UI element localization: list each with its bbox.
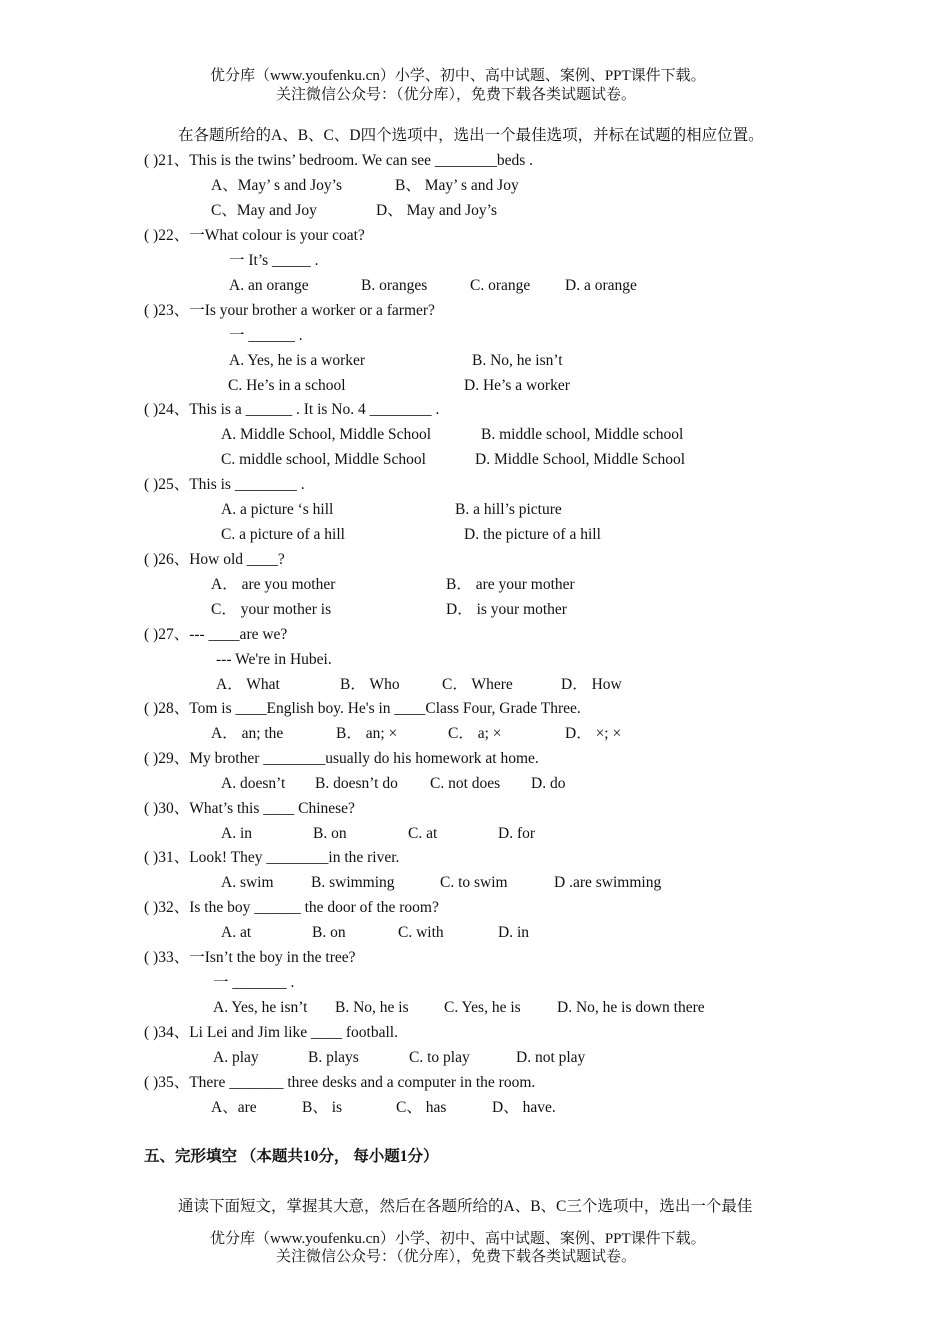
question-27-option-d: D． How	[561, 676, 622, 693]
question-23-option-c: C. He’s in a school	[228, 377, 346, 394]
question-29-stem: ( )29、My brother ________usually do his homework at home.	[144, 750, 539, 767]
question-25-option-c: C. a picture of a hill	[221, 526, 345, 543]
question-33-answer-line: 一 _______ .	[213, 974, 295, 991]
footer-line-2: 关注微信公众号：（优分库），免费下载各类试题试卷。	[276, 1249, 637, 1265]
question-28-option-d: D． ×; ×	[565, 725, 622, 742]
footer-line-1: 优分库（www.youfenku.cn）小学、初中、高中试题、案例、PPT课件下载。	[210, 1231, 706, 1247]
question-22-option-c: C. orange	[470, 277, 531, 294]
question-33-option-a: A. Yes, he isn’t	[213, 999, 308, 1016]
question-31-stem: ( )31、Look! They ________in the river.	[144, 849, 400, 866]
question-31-option-d: D .are swimming	[554, 874, 662, 891]
question-23-option-a: A. Yes, he is a worker	[229, 352, 366, 369]
question-23-answer-line: 一 ______ .	[229, 327, 303, 344]
section-5-intro: 通读下面短文，掌握其大意，然后在各题所给的A、B、C三个选项中，选出一个最佳	[178, 1198, 753, 1215]
question-28-option-a: A． an; the	[211, 725, 284, 742]
question-21-option-a: A、May’ s and Joy’s	[211, 177, 343, 194]
question-28-option-c: C． a; ×	[448, 725, 502, 742]
question-29-option-d: D. do	[531, 775, 566, 792]
question-29-option-a: A. doesn’t	[221, 775, 286, 792]
question-25-option-d: D. the picture of a hill	[464, 526, 601, 543]
question-24-option-a: A. Middle School, Middle School	[221, 426, 432, 443]
question-23-option-d: D. He’s a worker	[464, 377, 570, 394]
question-32-stem: ( )32、Is the boy ______ the door of the room?	[144, 899, 439, 916]
question-34-option-d: D. not play	[516, 1049, 586, 1066]
question-30-option-b: B. on	[313, 825, 347, 842]
question-24-option-c: C. middle school, Middle School	[221, 451, 426, 468]
question-29-option-b: B. doesn’t do	[315, 775, 398, 792]
question-27-answer-line: --- We're in Hubei.	[216, 651, 332, 668]
question-22-answer-line: 一 It’s _____ .	[229, 252, 319, 269]
question-27-option-b: B． Who	[340, 676, 400, 693]
question-33-option-b: B. No, he is	[335, 999, 409, 1016]
question-32-option-c: C. with	[398, 924, 444, 941]
question-28-stem: ( )28、Tom is ____English boy. He's in ____Class Four, Grade Three.	[144, 700, 581, 717]
question-25-option-a: A. a picture ‘s hill	[221, 501, 334, 518]
question-35-option-d: D、 have.	[492, 1099, 556, 1116]
question-24-option-d: D. Middle School, Middle School	[475, 451, 686, 468]
question-26-stem: ( )26、How old ____?	[144, 551, 285, 568]
question-25-option-b: B. a hill’s picture	[455, 501, 562, 518]
question-30-option-c: C. at	[408, 825, 438, 842]
question-30-stem: ( )30、What’s this ____ Chinese?	[144, 800, 355, 817]
question-35-option-c: C、 has	[396, 1099, 447, 1116]
question-26-option-b: B． are your mother	[446, 576, 575, 593]
question-29-option-c: C. not does	[430, 775, 501, 792]
question-22-stem: ( )22、一What colour is your coat?	[144, 227, 365, 244]
question-33-option-c: C. Yes, he is	[444, 999, 521, 1016]
question-27-stem: ( )27、--- ____are we?	[144, 626, 288, 643]
question-35-stem: ( )35、There _______ three desks and a computer in the room.	[144, 1074, 536, 1091]
question-32-option-d: D. in	[498, 924, 529, 941]
question-21-option-d: D、 May and Joy’s	[376, 202, 497, 219]
question-21-option-b: B、 May’ s and Joy	[395, 177, 519, 194]
question-33-option-d: D. No, he is down there	[557, 999, 705, 1016]
header-line-2: 关注微信公众号：（优分库），免费下载各类试题试卷。	[276, 87, 637, 103]
section-5-title: 五、完形填空 （本题共10分， 每小题1分）	[144, 1148, 439, 1165]
question-21-option-c: C、May and Joy	[211, 202, 317, 219]
question-23-option-b: B. No, he isn’t	[472, 352, 563, 369]
question-32-option-a: A. at	[221, 924, 252, 941]
question-30-option-d: D. for	[498, 825, 536, 842]
question-24-option-b: B. middle school, Middle school	[481, 426, 684, 443]
question-22-option-b: B. oranges	[361, 277, 428, 294]
question-27-option-c: C． Where	[442, 676, 513, 693]
question-34-option-b: B. plays	[308, 1049, 359, 1066]
question-34-option-c: C. to play	[409, 1049, 470, 1066]
instruction-text: 在各题所给的A、B、C、D四个选项中，选出一个最佳选项，并标在试题的相应位置。	[178, 127, 764, 144]
question-30-option-a: A. in	[221, 825, 252, 842]
question-28-option-b: B． an; ×	[336, 725, 398, 742]
question-32-option-b: B. on	[312, 924, 346, 941]
question-22-option-a: A. an orange	[229, 277, 309, 294]
question-33-stem: ( )33、一Isn’t the boy in the tree?	[144, 949, 356, 966]
question-26-option-d: D． is your mother	[446, 601, 567, 618]
header-line-1: 优分库（www.youfenku.cn）小学、初中、高中试题、案例、PPT课件下载。	[210, 68, 706, 84]
question-27-option-a: A． What	[216, 676, 280, 693]
question-31-option-c: C. to swim	[440, 874, 508, 891]
question-35-option-b: B、 is	[302, 1099, 343, 1116]
question-22-option-d: D. a orange	[565, 277, 637, 294]
question-21-stem: ( )21、This is the twins’ bedroom. We can see ________beds .	[144, 152, 534, 169]
question-23-stem: ( )23、一Is your brother a worker or a farmer?	[144, 302, 435, 319]
question-24-stem: ( )24、This is a ______ . It is No. 4 ________ .	[144, 401, 440, 418]
question-26-option-a: A． are you mother	[211, 576, 336, 593]
question-35-option-a: A、are	[211, 1099, 257, 1116]
question-31-option-a: A. swim	[221, 874, 274, 891]
question-34-stem: ( )34、Li Lei and Jim like ____ football.	[144, 1024, 398, 1041]
question-26-option-c: C． your mother is	[211, 601, 332, 618]
question-31-option-b: B. swimming	[311, 874, 395, 891]
question-25-stem: ( )25、This is ________ .	[144, 476, 305, 493]
question-34-option-a: A. play	[213, 1049, 259, 1066]
